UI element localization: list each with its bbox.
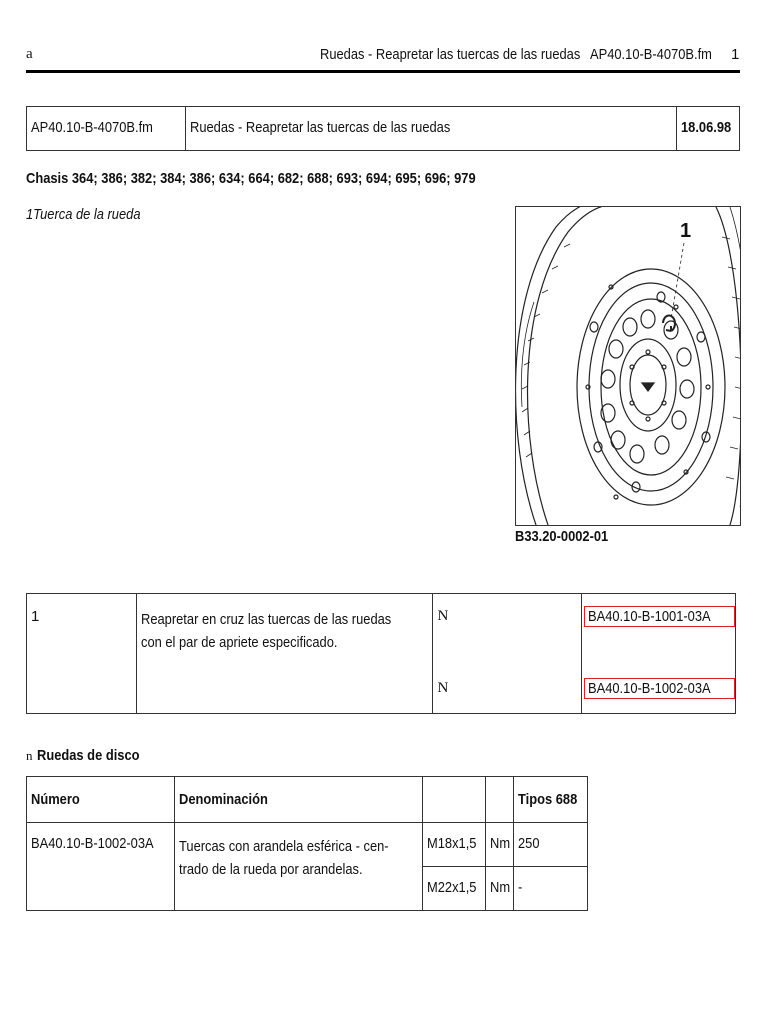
figure-code: B33.20-0002-01	[515, 528, 609, 545]
spec-thread: M18x1,5	[423, 823, 486, 867]
section-title: Ruedas de disco	[36, 747, 140, 764]
spec-thread: M22x1,5	[423, 867, 486, 911]
spec-denomination: Tuercas con arandela esférica - cen- trado de la rueda por arandelas.	[174, 823, 423, 911]
chassis-list: Chasis 364; 386; 382; 384; 386; 634; 664; 682; 688; 693; 694; 695; 696; 979	[26, 170, 476, 187]
spec-value: 250	[514, 823, 588, 867]
wheel-drawing	[516, 207, 740, 525]
header-title: Ruedas - Reapretar las tuercas de las ruedas	[320, 46, 581, 63]
figure-callout: 1	[680, 220, 692, 242]
header-rule	[26, 70, 740, 73]
link-box[interactable]: BA40.10-B-1002-03A	[584, 678, 735, 699]
col-header-denomination: Denominación	[174, 777, 423, 823]
doc-info-title: Ruedas - Reapretar las tuercas de las ruedas	[185, 107, 676, 151]
col-header-number: Número	[27, 777, 175, 823]
section-heading	[26, 747, 156, 764]
spec-table	[26, 776, 588, 911]
step-marker: N	[433, 674, 582, 714]
link-box[interactable]: BA40.10-B-1001-03A	[584, 606, 735, 627]
doc-info-date: 18.06.98	[676, 107, 739, 151]
figure-legend: 1Tuerca de la rueda	[26, 206, 141, 223]
step-ref-1[interactable]	[582, 594, 736, 674]
spec-value: -	[514, 867, 588, 911]
doc-info-file: AP40.10-B-4070B.fm	[27, 107, 186, 151]
header-mark: a	[26, 46, 33, 62]
section-marker: n	[26, 748, 33, 763]
col-header-tipos: Tipos 688	[514, 777, 588, 823]
step-instruction: Reapretar en cruz las tuercas de las ruedas con el par de apriete especificado.	[137, 594, 433, 714]
step-marker: N	[433, 594, 582, 674]
step-ref-2[interactable]	[582, 674, 736, 714]
col-header-empty	[423, 777, 486, 823]
wheel-figure	[515, 206, 741, 526]
page-number: 1	[731, 46, 740, 63]
doc-info-table	[26, 106, 740, 151]
spec-number: BA40.10-B-1002-03A	[27, 823, 175, 911]
spec-unit: Nm	[485, 867, 513, 911]
col-header-empty	[485, 777, 513, 823]
header-file: AP40.10-B-4070B.fm	[590, 46, 712, 63]
step-table	[26, 593, 736, 714]
spec-unit: Nm	[485, 823, 513, 867]
step-number: 1	[27, 594, 137, 714]
